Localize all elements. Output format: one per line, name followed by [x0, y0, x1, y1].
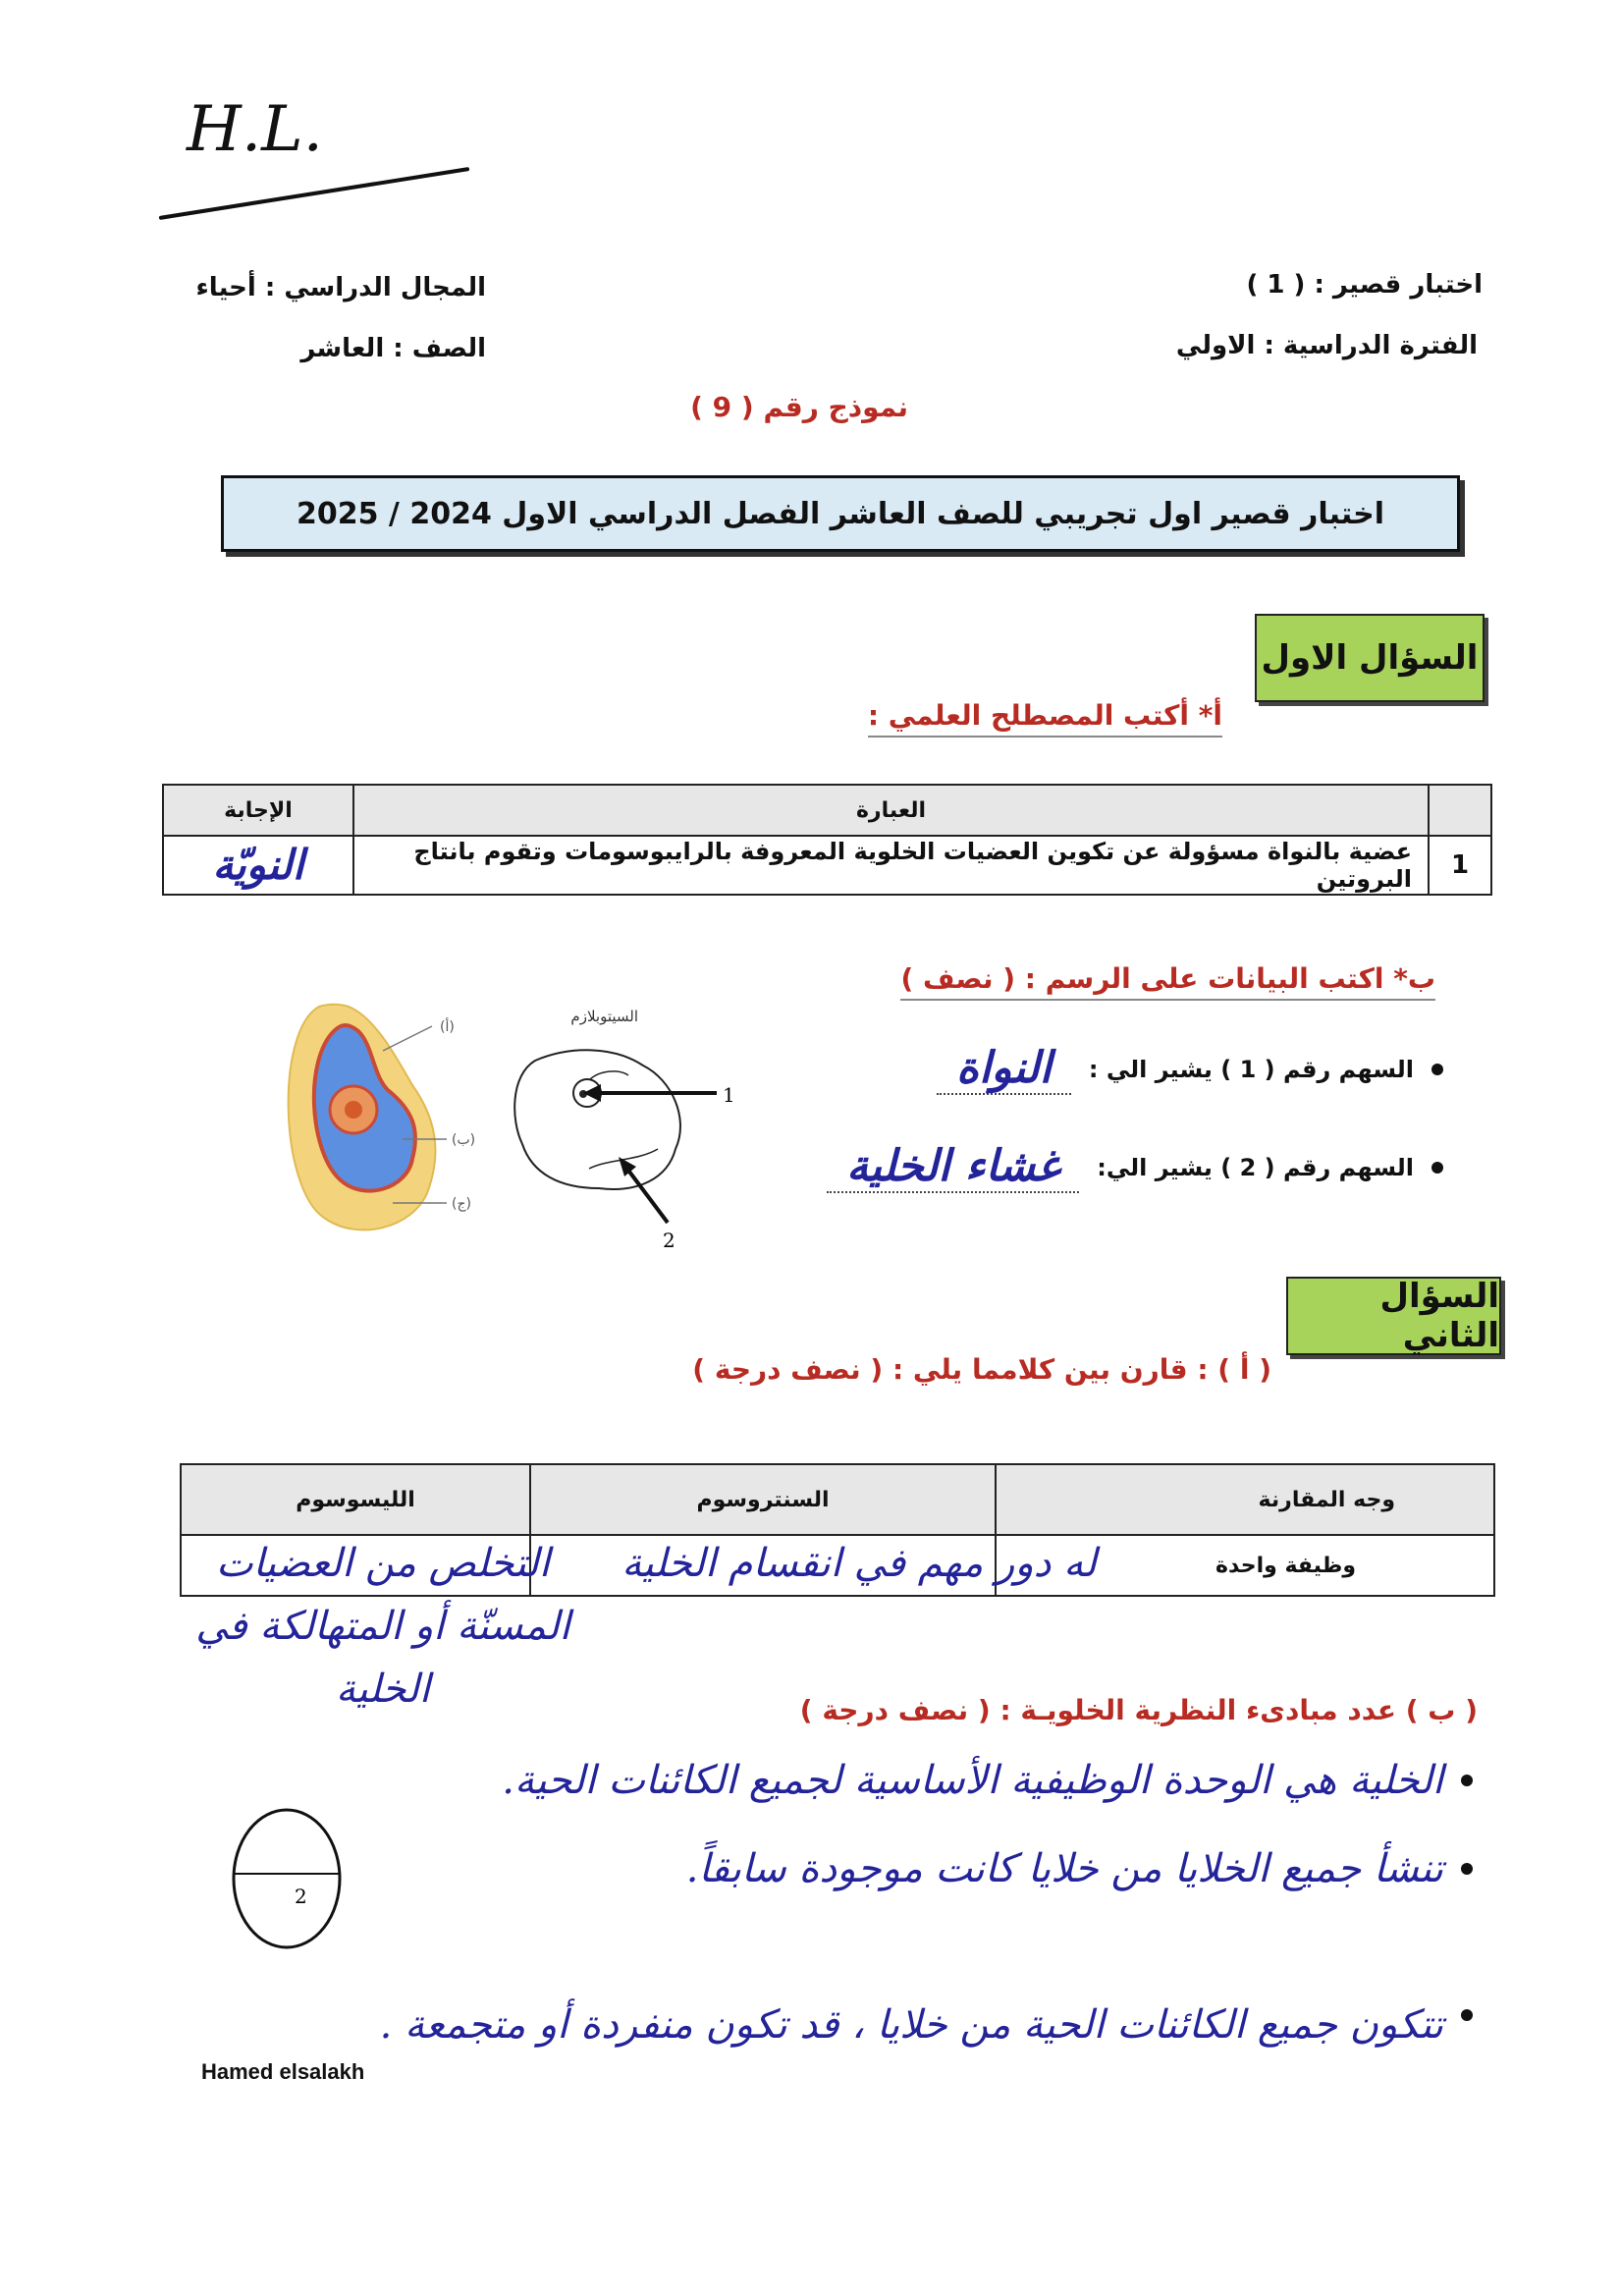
- cell-theory-item-2: [686, 1846, 1473, 1891]
- cell-theory-item-3: [344, 1984, 1473, 2066]
- arrow-2-item: [827, 1141, 1443, 1193]
- model-label: نموذج رقم ( 9 ): [690, 391, 908, 423]
- cell-diagrams: [265, 992, 795, 1267]
- quiz-title-box: اختبار قصير اول تجريبي للصف العاشر الفصل الدراسي الاول 2024 / 2025: [221, 475, 1460, 552]
- row-answer-cell: [163, 836, 353, 895]
- bullet-icon: [1431, 1162, 1443, 1174]
- row-number: 1: [1429, 836, 1491, 895]
- simple-cell-diagram: [514, 1008, 735, 1252]
- q2-part-b-instruction: ( ب ) عدد مبادىء النظرية الخلويـة : ( نصف درجة ): [799, 1694, 1478, 1726]
- arrow-2-prompt: السهم رقم ( 2 ) يشير الي:: [1097, 1153, 1414, 1181]
- handwritten-answer: النويّة: [212, 841, 304, 889]
- bullet-icon: [1461, 2009, 1473, 2021]
- label-b: (ب): [452, 1132, 476, 1148]
- bullet-icon: [1431, 1064, 1443, 1075]
- signature-underline: [159, 167, 470, 220]
- row-statement: عضية بالنواة مسؤولة عن تكوين العضيات الخلوية المعروفة بالرايبوسومات وتقوم بانتاج البروتين: [353, 836, 1429, 895]
- layered-cell-diagram: [289, 1005, 475, 1230]
- cytoplasm-label: السيتوبلازم: [570, 1008, 638, 1025]
- label-a: (أ): [440, 1019, 455, 1035]
- scientific-term-table: [162, 784, 1492, 896]
- score-circle: [228, 1805, 346, 1952]
- q1-part-a-instruction: [868, 699, 1222, 732]
- cell-theory-answer-2: تنشأ جميع الخلايا من خلايا كانت موجودة سابقاً.: [685, 1846, 1443, 1891]
- q2-part-a-instruction: ( أ ) : قارن بين كلامما يلي : ( نصف درجة ): [692, 1353, 1271, 1386]
- arrow-1-prompt: السهم رقم ( 1 ) يشير الي :: [1088, 1055, 1414, 1083]
- table-header-num: [1429, 785, 1491, 836]
- table-header-answer: الإجابة: [163, 785, 353, 836]
- cell-theory-answer-3: تتكون جميع الكائنات الحية من خلايا ، قد تكون منفردة أو متجمعة .: [379, 2002, 1443, 2048]
- col-header-centrosome: السنتروسوم: [530, 1464, 996, 1535]
- cell-theory-item-1: [502, 1758, 1473, 1803]
- q1-part-a-instruction-text: أ* أكتب المصطلح العلمي :: [868, 699, 1222, 738]
- col-header-lysosome: الليسوسوم: [181, 1464, 530, 1535]
- label-c: (ج): [452, 1196, 471, 1212]
- signature: H.L.: [187, 93, 323, 166]
- arrow-2-label: 2: [663, 1229, 675, 1252]
- arrow-1-item: [937, 1043, 1443, 1095]
- arrow-1-label: 1: [723, 1083, 735, 1107]
- cell-theory-answer-1: الخلية هي الوحدة الوظيفية الأساسية لجميع الكائنات الحية.: [502, 1758, 1443, 1803]
- question-2-heading: السؤال الثاني: [1286, 1277, 1501, 1355]
- subject-label: المجال الدراسي : أحياء: [195, 273, 486, 302]
- table-header-statement: العبارة: [353, 785, 1429, 836]
- row-label-function: وظيفة واحدة: [996, 1535, 1494, 1596]
- col-header-comparison: وجه المقارنة: [996, 1464, 1494, 1535]
- question-1-heading: السؤال الاول: [1255, 614, 1485, 702]
- score-value: 2: [295, 1885, 307, 1908]
- bullet-icon: [1461, 1775, 1473, 1786]
- q1-part-b-instruction-text: ب* اكتب البيانات على الرسم : ( نصف ): [900, 962, 1435, 1001]
- arrow-1-answer: النواة: [937, 1043, 1071, 1095]
- q1-part-b-instruction: [900, 962, 1435, 995]
- centrosome-handwritten-answer: له دور مهم في انقسام الخلية: [621, 1541, 1097, 1586]
- lysosome-handwritten-answer: التخلص من العضيات المسنّة أو المتهالكة في الخلية: [195, 1541, 570, 1712]
- table-row: [163, 836, 1491, 895]
- period-label: الفترة الدراسية : الاولي: [1175, 331, 1478, 360]
- arrow-2-answer: غشاء الخلية: [827, 1141, 1079, 1193]
- bullet-icon: [1461, 1863, 1473, 1875]
- footer-author: Hamed elsalakh: [201, 2059, 365, 2084]
- quiz-label: اختبار قصير : ( 1 ): [1246, 270, 1483, 300]
- grade-label: الصف : العاشر: [300, 334, 486, 363]
